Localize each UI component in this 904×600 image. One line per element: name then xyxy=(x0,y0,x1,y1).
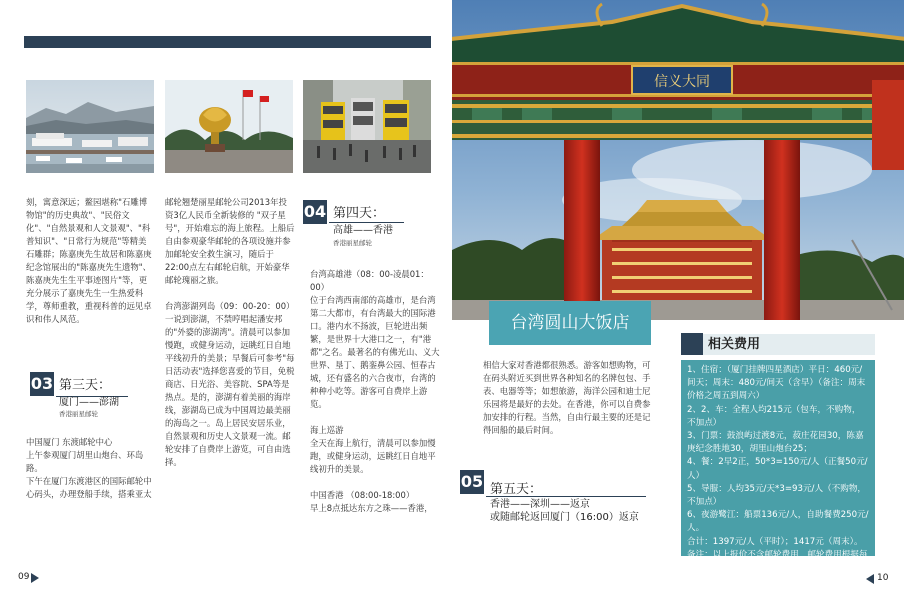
hero-caption: 台湾圆山大饭店 xyxy=(489,301,651,345)
day5-route: 香港——深圳——返京 xyxy=(490,499,590,510)
day3-route: 厦门——澎湖 xyxy=(59,397,119,408)
fees-heading-marker xyxy=(681,333,703,355)
fees-heading: 相关费用 xyxy=(703,334,875,355)
photo-harbor xyxy=(26,80,154,173)
page-arrow-right-icon xyxy=(31,573,39,583)
day4-title: 第四天： xyxy=(333,206,386,221)
page-number-left: 09 xyxy=(18,572,30,582)
day5-title: 第五天： xyxy=(490,482,543,497)
page-number-right: 10 xyxy=(877,573,889,583)
day3-number: 03 xyxy=(30,372,54,396)
day4-note: 香港丽星邮轮 xyxy=(333,239,372,247)
day5-route-alt: 或随邮轮返回厦门（16:00）返京 xyxy=(490,512,639,523)
day3-text: 中国厦门 东渡邮轮中心 上午参观厦门胡里山炮台、环岛路。 下午在厦门东渡港区的国际邮轮中心码头，办理登船手续，搭乘亚太 xyxy=(26,437,152,499)
fees-details: 1、住宿：（厦门挂牌四星酒店）平日：460元/间天；周末：480元/间天（含早）（备注：周末价格之周五到周六） 2、2、车：全程人均215元（包车，不购物，不加点） 3、门票：鼓浪屿过渡8元，菽庄花园30，陈嘉庚纪念胜地30，胡里山炮台25； 4、餐：2早2正，50*3=150元/人（正餐50元/人） 5、导服：人均35元/天*3=93元/人（不购物，不加点） 6、夜游鹭江：船票136元/人，自助餐费250元/人。 合计：1397元/人（平时）；1417元（周末）。 备注：以上报价不含邮轮费用，邮轮费用根据每次航次浮动；不含机票。 xyxy=(681,360,875,556)
cruise-text: 邮轮翘楚丽星邮轮公司2013年投资3亿人民币全新装修的 "双子星号"，开始难忘的海上旅程。上船后自由参观豪华邮轮的各项设施并参加邮轮安全救生演习，随后于22:00点左右邮轮启航，开始豪华邮轮瑰丽之旅。 台湾澎湖列岛（09：00-20：00） 一说到澎湖，不禁哼唱起潘安邦的"外婆的澎湖湾"。清晨可以参加慢跑，或健身运动，远眺红日自地平线初升的美景；早餐后可参考"每日活动表"选择您喜爱的节目，免税商店、日光浴、美容院、SPA等是热点。是的，澎湖有着美丽的海岸线，澎湖岛已成为中国周边最美丽的海岛之一。岛上居民安居乐业，自然景观和历史人文景观一流。邮轮安排了自费岸上游览，可自由选择。 xyxy=(165,197,295,467)
hero-photo-grand-hotel xyxy=(452,0,904,320)
day3-title: 第三天： xyxy=(59,378,112,393)
day5-number: 05 xyxy=(460,470,484,494)
intro-text: 刻，寓意深远；鳌园堪称"石雕博物馆"的历史典故"、"民俗文化"、"自然景观和人文景观"、"科普知识"、"日常行为规范"等精美石雕群；陈嘉庚先生故居和陈嘉庚纪念馆展出的"陈嘉庚先生遗物"、陈嘉庚先生生平事迹图片"等，更充分展示了嘉庚先生一生热爱科学，尊师重教，重视科普的远见卓识和伟人风范。 xyxy=(26,197,152,324)
day4-number: 04 xyxy=(303,200,327,224)
day3-note: 香港丽星邮轮 xyxy=(59,410,98,418)
gate-plaque-text: 信义大同 xyxy=(654,74,710,90)
day4-route: 高雄——香港 xyxy=(333,225,393,236)
day4-divider xyxy=(329,222,404,223)
photo-hongkong-street xyxy=(303,80,431,173)
page-arrow-left-icon xyxy=(866,574,874,584)
hongkong-text: 相信大家对香港都很熟悉。游客如想购物，可在码头附近买到世界各种知名的名牌包包、手表、电器等等；如想旅游，海洋公园和迪士尼乐园将是最好的去处。在香港，你可以自费参加安排的行程。当然，自由行最主要的还是记得回船的最后时间。 xyxy=(483,360,651,435)
kaohsiung-text: 台湾高雄港（08：00-凌晨01：00） 位于台湾西南部的高雄市，是台湾第二大都市，有台湾最大的国际港口。港内水不扬波，巨轮进出频繁，是世界十大港口之一，有"港都"之名。最著名的有佛光山、义大世界、垦丁、鹅銮鼻公园、恒春古城，还有盛名的六合夜市，台湾的种种小吃等。游客可自费岸上游览。 海上巡游 全天在海上航行，清晨可以参加慢跑，或健身运动，远眺红日自地平线初升的美景。 中国香港 （08:00-18:00） 早上8点抵达东方之珠——香港， xyxy=(310,269,440,513)
header-bar xyxy=(24,36,431,48)
photo-golden-bauhinia xyxy=(165,80,293,173)
